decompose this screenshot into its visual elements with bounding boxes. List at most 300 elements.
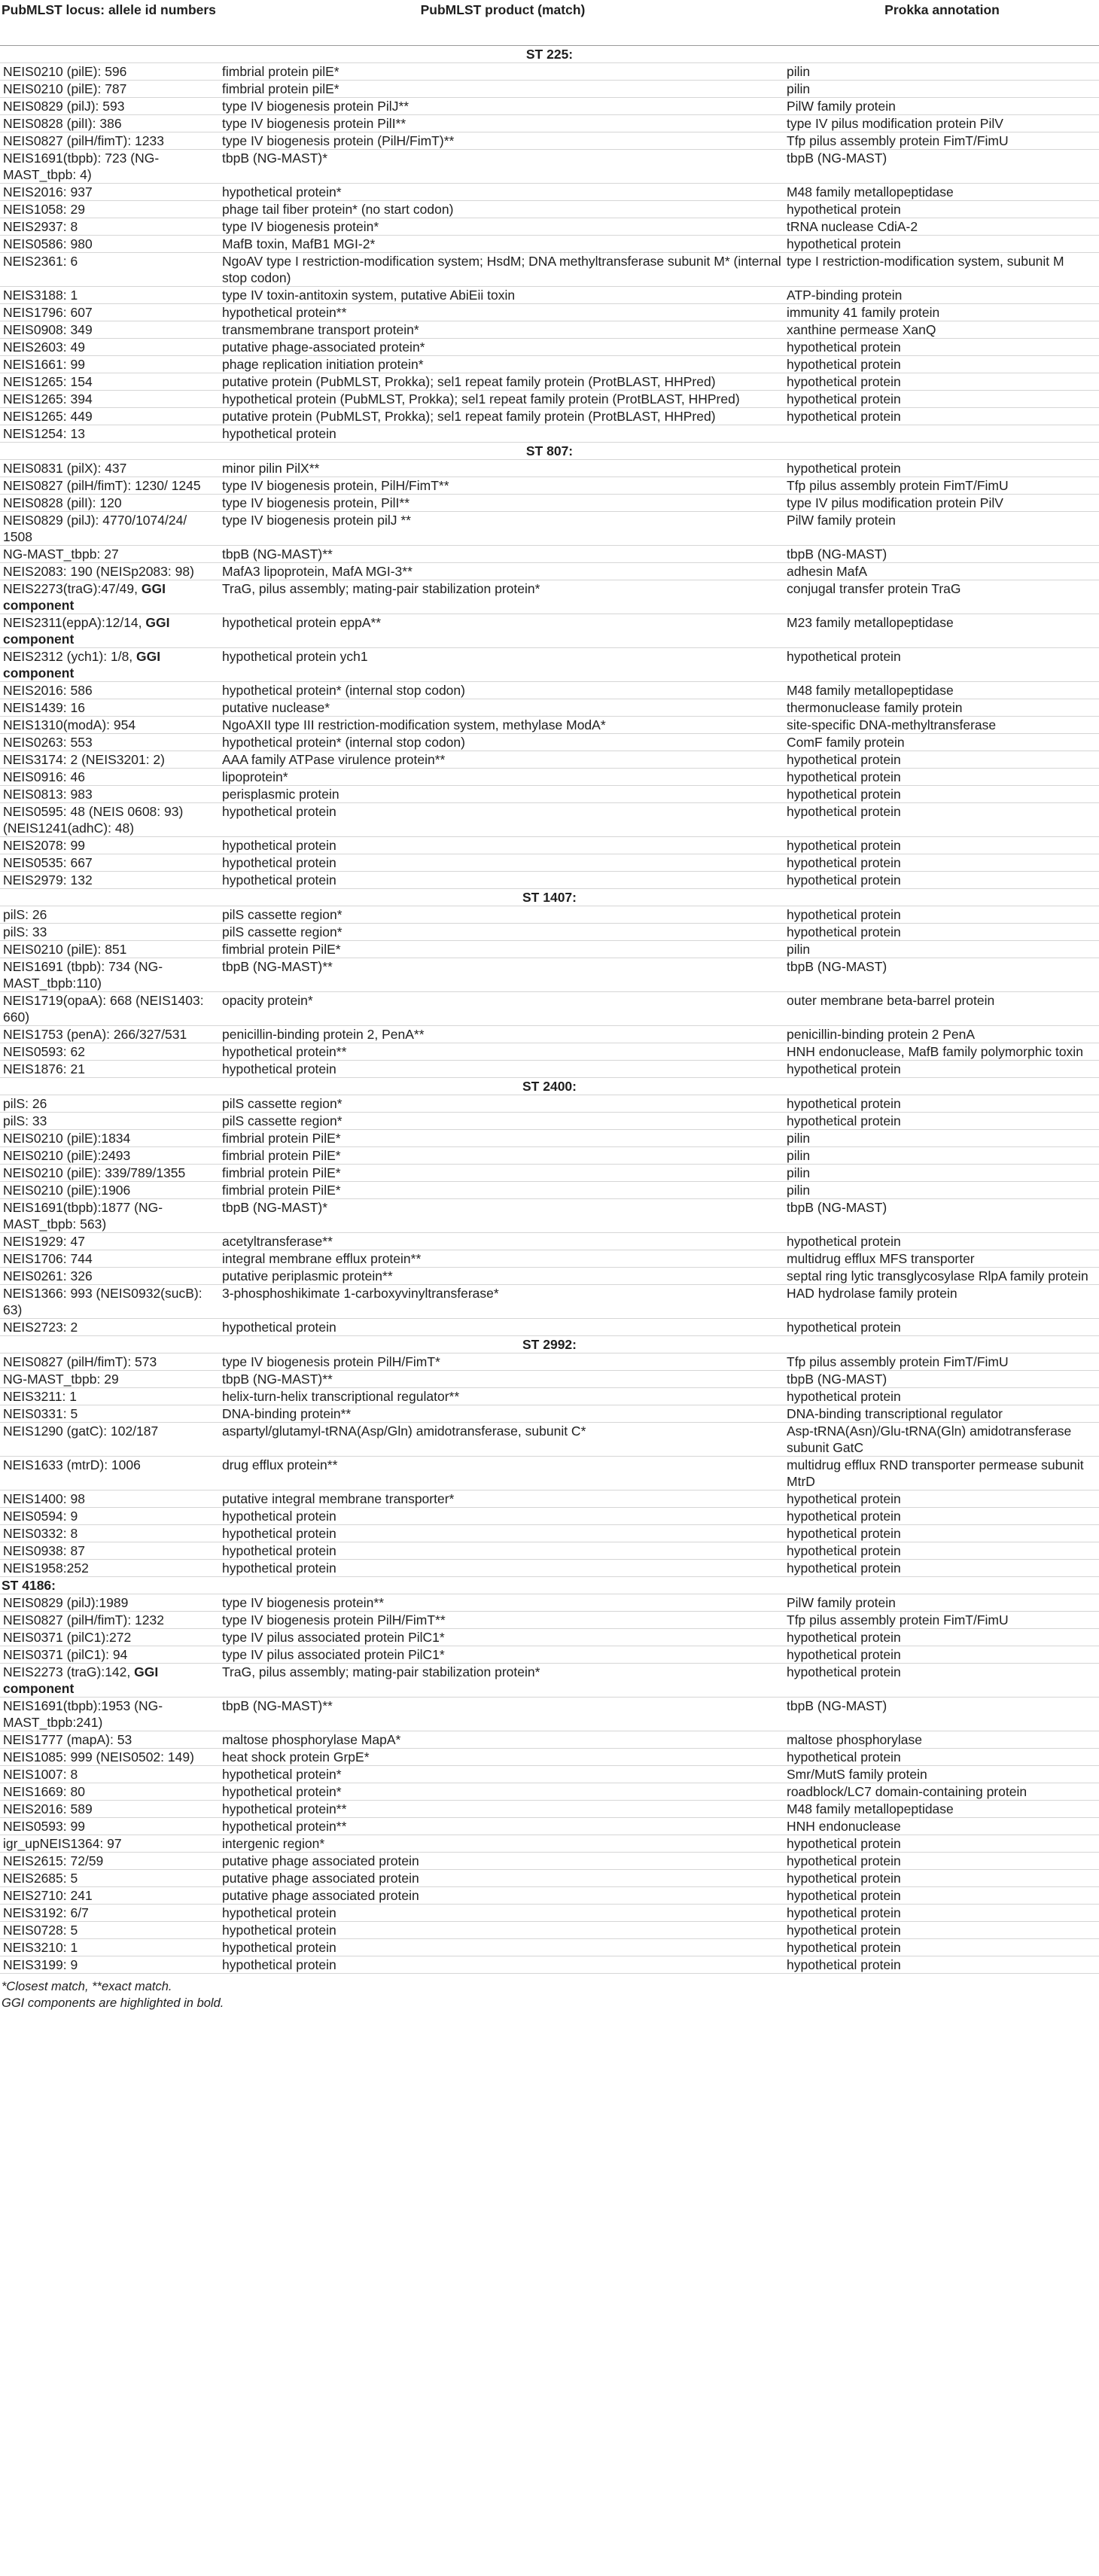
ggi-component-label: GGI component xyxy=(3,580,166,613)
group-title: ST 1407: xyxy=(0,888,1099,906)
table-row xyxy=(0,355,1099,373)
table-row xyxy=(0,1800,1099,1817)
locus-cell xyxy=(0,871,221,888)
table-row xyxy=(0,1869,1099,1886)
prokka-cell: Asp-tRNA(Asn)/Glu-tRNA(Gln) amidotransferase subunit GatC xyxy=(785,1422,1099,1456)
locus-cell xyxy=(0,1956,221,1973)
prokka-cell: tbpB (NG-MAST) xyxy=(785,1198,1099,1232)
product-cell: fimbrial protein PilE* xyxy=(221,1181,785,1198)
locus-cell xyxy=(0,1628,221,1646)
product-cell: 3-phosphoshikimate 1-carboxyvinyltransferase* xyxy=(221,1284,785,1318)
prokka-cell: hypothetical protein xyxy=(785,1318,1099,1335)
product-cell: hypothetical protein (PubMLST, Prokka); sel1 repeat family protein (ProtBLAST, HHPred) xyxy=(221,390,785,407)
prokka-cell: hypothetical protein xyxy=(785,871,1099,888)
locus-cell xyxy=(0,80,221,97)
locus-cell xyxy=(0,545,221,562)
product-cell: hypothetical protein xyxy=(221,1921,785,1938)
locus-cell xyxy=(0,303,221,321)
table-row xyxy=(0,854,1099,871)
product-cell: minor pilin PilX** xyxy=(221,459,785,477)
product-cell: pilS cassette region* xyxy=(221,923,785,940)
product-cell: hypothetical protein* (internal stop codon) xyxy=(221,681,785,699)
locus-text: NEIS2016: 589 xyxy=(3,1801,93,1816)
locus-cell xyxy=(0,425,221,442)
locus-text: NEIS1265: 449 xyxy=(3,408,93,424)
prokka-cell: maltose phosphorylase xyxy=(785,1731,1099,1748)
locus-text: NEIS1058: 29 xyxy=(3,201,85,217)
table-row xyxy=(0,1524,1099,1542)
locus-text: NEIS3174: 2 (NEIS3201: 2) xyxy=(3,751,165,767)
locus-text: NEIS0261: 326 xyxy=(3,1268,93,1283)
locus-text: NEIS0332: 8 xyxy=(3,1525,78,1541)
locus-cell xyxy=(0,991,221,1025)
product-cell: fimbrial protein pilE* xyxy=(221,80,785,97)
product-cell: hypothetical protein* (internal stop codon) xyxy=(221,733,785,751)
locus-cell xyxy=(0,1852,221,1869)
locus-text: NEIS2016: 937 xyxy=(3,184,93,199)
prokka-cell: hypothetical protein xyxy=(785,1542,1099,1559)
prokka-cell: outer membrane beta-barrel protein xyxy=(785,991,1099,1025)
product-cell: hypothetical protein** xyxy=(221,303,785,321)
table-row xyxy=(0,1181,1099,1198)
product-cell: hypothetical protein eppA** xyxy=(221,614,785,647)
locus-text: NEIS2273(traG):47/49, xyxy=(3,580,142,596)
locus-text: NEIS0210 (pilE): 596 xyxy=(3,63,127,79)
prokka-cell: hypothetical protein xyxy=(785,355,1099,373)
product-cell: type IV biogenesis protein** xyxy=(221,1594,785,1611)
prokka-cell: hypothetical protein xyxy=(785,923,1099,940)
locus-cell xyxy=(0,940,221,958)
prokka-cell: hypothetical protein xyxy=(785,390,1099,407)
prokka-cell: hypothetical protein xyxy=(785,1095,1099,1112)
table-row xyxy=(0,958,1099,991)
product-cell: hypothetical protein xyxy=(221,1559,785,1576)
locus-text: NEIS0916: 46 xyxy=(3,769,85,784)
locus-text: NEIS1691 (tbpb): 734 (NG-MAST_tbpb:110) xyxy=(3,958,163,991)
product-cell: hypothetical protein xyxy=(221,425,785,442)
locus-cell xyxy=(0,614,221,647)
locus-cell xyxy=(0,200,221,218)
prokka-cell: hypothetical protein xyxy=(785,1852,1099,1869)
product-cell: penicillin-binding protein 2, PenA** xyxy=(221,1025,785,1043)
locus-cell xyxy=(0,1869,221,1886)
locus-text: NEIS0827 (pilH/fimT): 1232 xyxy=(3,1612,164,1628)
locus-text: NEIS1929: 47 xyxy=(3,1233,85,1249)
locus-text: NEIS2685: 5 xyxy=(3,1870,78,1886)
table-row xyxy=(0,1043,1099,1060)
prokka-cell: hypothetical protein xyxy=(785,1112,1099,1129)
group-header-row xyxy=(0,888,1099,906)
locus-cell xyxy=(0,1405,221,1422)
locus-cell xyxy=(0,1524,221,1542)
product-cell: perisplasmic protein xyxy=(221,785,785,802)
prokka-cell: hypothetical protein xyxy=(785,1524,1099,1542)
locus-text: NEIS3211: 1 xyxy=(3,1388,77,1404)
table-row xyxy=(0,1663,1099,1697)
table-row xyxy=(0,183,1099,200)
locus-text: NEIS0210 (pilE): 851 xyxy=(3,941,127,957)
locus-text: NEIS1254: 13 xyxy=(3,425,85,441)
table-row xyxy=(0,1490,1099,1507)
table-row xyxy=(0,149,1099,183)
locus-cell xyxy=(0,321,221,338)
locus-text: NG-MAST_tbpb: 27 xyxy=(3,546,119,562)
product-cell: putative nuclease* xyxy=(221,699,785,716)
locus-text: NEIS0831 (pilX): 437 xyxy=(3,460,127,476)
product-cell: type IV toxin-antitoxin system, putative AbiEii toxin xyxy=(221,286,785,303)
prokka-cell: DNA-binding transcriptional regulator xyxy=(785,1405,1099,1422)
locus-text: NEIS0331: 5 xyxy=(3,1405,78,1421)
prokka-cell: ATP-binding protein xyxy=(785,286,1099,303)
prokka-cell: HNH endonuclease xyxy=(785,1817,1099,1835)
locus-cell xyxy=(0,407,221,425)
locus-cell xyxy=(0,1146,221,1164)
locus-text: NEIS1691(tbpb):1953 (NG-MAST_tbpb:241) xyxy=(3,1698,163,1730)
prokka-cell xyxy=(785,425,1099,442)
locus-cell xyxy=(0,716,221,733)
prokka-cell: tbpB (NG-MAST) xyxy=(785,1697,1099,1731)
product-cell: NgoAV type I restriction-modification system; HsdM; DNA methyltransferase subunit M* (internal stop codon) xyxy=(221,252,785,286)
product-cell: pilS cassette region* xyxy=(221,1112,785,1129)
table-row xyxy=(0,751,1099,768)
table-row xyxy=(0,1748,1099,1765)
prokka-cell: tbpB (NG-MAST) xyxy=(785,149,1099,183)
locus-cell xyxy=(0,1129,221,1146)
product-cell: hypothetical protein ych1 xyxy=(221,647,785,681)
product-cell: type IV biogenesis protein, PilI** xyxy=(221,494,785,511)
locus-text: NEIS0595: 48 (NEIS 0608: 93) (NEIS1241(adhC): 48) xyxy=(3,803,184,836)
locus-text: NEIS0210 (pilE):2493 xyxy=(3,1147,131,1163)
locus-text: NEIS1796: 607 xyxy=(3,304,93,320)
prokka-cell: hypothetical protein xyxy=(785,1904,1099,1921)
prokka-cell: hypothetical protein xyxy=(785,200,1099,218)
product-cell: type IV biogenesis protein PilJ** xyxy=(221,97,785,114)
prokka-cell: multidrug efflux RND transporter permease subunit MtrD xyxy=(785,1456,1099,1490)
prokka-cell: hypothetical protein xyxy=(785,338,1099,355)
table-row xyxy=(0,1835,1099,1852)
locus-cell xyxy=(0,373,221,390)
locus-text: NEIS1633 (mtrD): 1006 xyxy=(3,1457,141,1472)
prokka-cell: hypothetical protein xyxy=(785,1559,1099,1576)
locus-text: NEIS0938: 87 xyxy=(3,1542,85,1558)
table-header-row xyxy=(0,0,1099,45)
locus-cell xyxy=(0,1456,221,1490)
prokka-cell: pilin xyxy=(785,1129,1099,1146)
table-row xyxy=(0,97,1099,114)
product-cell: drug efflux protein** xyxy=(221,1456,785,1490)
product-cell: heat shock protein GrpE* xyxy=(221,1748,785,1765)
product-cell: tbpB (NG-MAST)* xyxy=(221,149,785,183)
locus-cell xyxy=(0,1886,221,1904)
group-header-row xyxy=(0,1077,1099,1095)
table-row xyxy=(0,1817,1099,1835)
locus-text: pilS: 33 xyxy=(3,924,47,939)
prokka-cell: hypothetical protein xyxy=(785,802,1099,836)
locus-text: NEIS1719(opaA): 668 (NEIS1403: 660) xyxy=(3,992,204,1025)
product-cell: hypothetical protein xyxy=(221,1956,785,1973)
prokka-cell: M48 family metallopeptidase xyxy=(785,1800,1099,1817)
locus-text: NEIS2710: 241 xyxy=(3,1887,93,1903)
table-row xyxy=(0,200,1099,218)
prokka-cell: tbpB (NG-MAST) xyxy=(785,545,1099,562)
prokka-cell: hypothetical protein xyxy=(785,373,1099,390)
product-cell: putative phage associated protein xyxy=(221,1869,785,1886)
locus-cell xyxy=(0,785,221,802)
locus-text: NEIS1290 (gatC): 102/187 xyxy=(3,1423,159,1439)
product-cell: type IV biogenesis protein, PilH/FimT** xyxy=(221,477,785,494)
locus-cell xyxy=(0,459,221,477)
prokka-cell: pilin xyxy=(785,80,1099,97)
table-row xyxy=(0,1886,1099,1904)
locus-text: NEIS0829 (pilJ): 4770/1074/24/ 1508 xyxy=(3,512,187,544)
table-row xyxy=(0,1731,1099,1748)
locus-text: NEIS2083: 190 (NEISp2083: 98) xyxy=(3,563,194,579)
table-row xyxy=(0,1146,1099,1164)
locus-cell xyxy=(0,1697,221,1731)
table-row xyxy=(0,1594,1099,1611)
locus-cell xyxy=(0,132,221,149)
locus-cell xyxy=(0,355,221,373)
locus-cell xyxy=(0,1318,221,1335)
prokka-cell: hypothetical protein xyxy=(785,1507,1099,1524)
locus-text: NEIS1366: 993 (NEIS0932(sucB): 63) xyxy=(3,1285,202,1317)
table-row xyxy=(0,390,1099,407)
prokka-cell: hypothetical protein xyxy=(785,785,1099,802)
locus-text: NEIS0828 (pilI): 120 xyxy=(3,495,122,510)
table-row xyxy=(0,802,1099,836)
locus-text: NEIS1439: 16 xyxy=(3,699,85,715)
table-row xyxy=(0,1422,1099,1456)
locus-cell xyxy=(0,1542,221,1559)
product-cell: hypothetical protein xyxy=(221,1060,785,1077)
table-row xyxy=(0,940,1099,958)
product-cell: aspartyl/glutamyl-tRNA(Asp/Gln) amidotransferase, subunit C* xyxy=(221,1422,785,1456)
locus-cell xyxy=(0,1646,221,1663)
locus-cell xyxy=(0,477,221,494)
table-row xyxy=(0,511,1099,545)
prokka-cell: M23 family metallopeptidase xyxy=(785,614,1099,647)
locus-text: NEIS1691(tbpb): 723 (NG-MAST_tbpb: 4) xyxy=(3,150,160,182)
prokka-cell: tbpB (NG-MAST) xyxy=(785,1370,1099,1387)
group-header-row xyxy=(0,442,1099,459)
table-row xyxy=(0,1353,1099,1370)
product-cell: hypothetical protein xyxy=(221,1938,785,1956)
locus-cell xyxy=(0,1370,221,1387)
locus-cell xyxy=(0,768,221,785)
product-cell: hypothetical protein xyxy=(221,871,785,888)
table-row xyxy=(0,1025,1099,1043)
locus-cell xyxy=(0,1938,221,1956)
product-cell: helix-turn-helix transcriptional regulator** xyxy=(221,1387,785,1405)
locus-cell xyxy=(0,1250,221,1267)
product-cell: pilS cassette region* xyxy=(221,906,785,923)
locus-cell xyxy=(0,751,221,768)
prokka-cell: type I restriction-modification system, subunit M xyxy=(785,252,1099,286)
prokka-cell: thermonuclease family protein xyxy=(785,699,1099,716)
locus-text: NEIS3188: 1 xyxy=(3,287,78,303)
locus-text: NEIS3199: 9 xyxy=(3,1956,78,1972)
group-title: ST 2992: xyxy=(0,1335,1099,1353)
locus-text: NEIS0594: 9 xyxy=(3,1508,78,1524)
prokka-cell: penicillin-binding protein 2 PenA xyxy=(785,1025,1099,1043)
group-title: ST 225: xyxy=(0,45,1099,62)
locus-cell xyxy=(0,1921,221,1938)
product-cell: intergenic region* xyxy=(221,1835,785,1852)
product-cell: type IV biogenesis protein (PilH/FimT)** xyxy=(221,132,785,149)
table-row xyxy=(0,1765,1099,1783)
table-row xyxy=(0,252,1099,286)
prokka-cell: hypothetical protein xyxy=(785,1490,1099,1507)
locus-text: NEIS3210: 1 xyxy=(3,1939,78,1955)
product-cell: putative protein (PubMLST, Prokka); sel1 repeat family protein (ProtBLAST, HHPred) xyxy=(221,373,785,390)
locus-cell xyxy=(0,1507,221,1524)
prokka-cell: hypothetical protein xyxy=(785,1232,1099,1250)
product-cell: hypothetical protein** xyxy=(221,1043,785,1060)
table-row xyxy=(0,785,1099,802)
locus-text: NEIS2615: 72/59 xyxy=(3,1853,104,1868)
product-cell: type IV biogenesis protein PilI** xyxy=(221,114,785,132)
locus-text: NEIS0728: 5 xyxy=(3,1922,78,1938)
product-cell: NgoAXII type III restriction-modification system, methylase ModA* xyxy=(221,716,785,733)
prokka-cell: Tfp pilus assembly protein FimT/FimU xyxy=(785,1353,1099,1370)
table-row xyxy=(0,681,1099,699)
product-cell: MafA3 lipoprotein, MafA MGI-3** xyxy=(221,562,785,580)
prokka-cell: hypothetical protein xyxy=(785,407,1099,425)
product-cell: hypothetical protein xyxy=(221,1904,785,1921)
locus-cell xyxy=(0,1765,221,1783)
table-row xyxy=(0,1284,1099,1318)
table-row xyxy=(0,1852,1099,1869)
locus-cell xyxy=(0,1198,221,1232)
table-row xyxy=(0,1542,1099,1559)
prokka-cell: hypothetical protein xyxy=(785,854,1099,871)
table-row xyxy=(0,836,1099,854)
locus-text: NEIS0828 (pilI): 386 xyxy=(3,115,122,131)
table-row xyxy=(0,218,1099,235)
locus-text: NEIS0829 (pilJ): 593 xyxy=(3,98,125,114)
prokka-cell: PilW family protein xyxy=(785,511,1099,545)
prokka-cell: hypothetical protein xyxy=(785,459,1099,477)
prokka-cell: hypothetical protein xyxy=(785,768,1099,785)
table-row xyxy=(0,1112,1099,1129)
table-row xyxy=(0,1783,1099,1800)
table-row xyxy=(0,62,1099,80)
table-row xyxy=(0,1370,1099,1387)
locus-text: NEIS1265: 394 xyxy=(3,391,93,406)
locus-cell xyxy=(0,1490,221,1507)
locus-text: NEIS0908: 349 xyxy=(3,321,93,337)
table-row xyxy=(0,716,1099,733)
product-cell: fimbrial protein pilE* xyxy=(221,62,785,80)
table-row xyxy=(0,1646,1099,1663)
product-cell: fimbrial protein PilE* xyxy=(221,1164,785,1181)
prokka-cell: type IV pilus modification protein PilV xyxy=(785,114,1099,132)
prokka-cell: tbpB (NG-MAST) xyxy=(785,958,1099,991)
product-cell: type IV biogenesis protein pilJ ** xyxy=(221,511,785,545)
locus-cell xyxy=(0,1284,221,1318)
locus-text: NEIS3192: 6/7 xyxy=(3,1905,89,1920)
locus-cell xyxy=(0,1800,221,1817)
prokka-cell: tRNA nuclease CdiA-2 xyxy=(785,218,1099,235)
table-row xyxy=(0,321,1099,338)
locus-text: NEIS1876: 21 xyxy=(3,1061,85,1076)
locus-cell xyxy=(0,97,221,114)
locus-text: NEIS1310(modA): 954 xyxy=(3,717,136,732)
locus-text: NEIS0827 (pilH/fimT): 573 xyxy=(3,1353,157,1369)
table-row xyxy=(0,699,1099,716)
product-cell: acetyltransferase** xyxy=(221,1232,785,1250)
product-cell: hypothetical protein xyxy=(221,802,785,836)
prokka-cell: multidrug efflux MFS transporter xyxy=(785,1250,1099,1267)
prokka-cell: hypothetical protein xyxy=(785,235,1099,252)
prokka-cell: M48 family metallopeptidase xyxy=(785,681,1099,699)
product-cell: hypothetical protein xyxy=(221,1318,785,1335)
table-row xyxy=(0,1129,1099,1146)
product-cell: DNA-binding protein** xyxy=(221,1405,785,1422)
prokka-cell: M48 family metallopeptidase xyxy=(785,183,1099,200)
prokka-cell: type IV pilus modification protein PilV xyxy=(785,494,1099,511)
product-cell: maltose phosphorylase MapA* xyxy=(221,1731,785,1748)
prokka-cell: PilW family protein xyxy=(785,97,1099,114)
product-cell: type IV pilus associated protein PilC1* xyxy=(221,1646,785,1663)
locus-text: NEIS1958:252 xyxy=(3,1560,89,1576)
locus-cell xyxy=(0,218,221,235)
locus-text: pilS: 33 xyxy=(3,1113,47,1128)
locus-text: NEIS2723: 2 xyxy=(3,1319,78,1335)
product-cell: type IV pilus associated protein PilC1* xyxy=(221,1628,785,1646)
locus-text: NEIS2603: 49 xyxy=(3,339,85,355)
table-row xyxy=(0,1956,1099,1973)
product-cell: hypothetical protein xyxy=(221,836,785,854)
locus-cell xyxy=(0,1783,221,1800)
locus-text: NEIS0371 (pilC1):272 xyxy=(3,1629,132,1645)
locus-text: NEIS1691(tbpb):1877 (NG-MAST_tbpb: 563) xyxy=(3,1199,163,1232)
locus-cell xyxy=(0,836,221,854)
locus-text: NEIS0593: 62 xyxy=(3,1043,85,1059)
product-cell: tbpB (NG-MAST)* xyxy=(221,1198,785,1232)
prokka-cell: pilin xyxy=(785,62,1099,80)
locus-text: NEIS0210 (pilE): 787 xyxy=(3,81,127,96)
group-header-row xyxy=(0,1335,1099,1353)
prokka-cell: hypothetical protein xyxy=(785,1628,1099,1646)
product-cell: fimbrial protein PilE* xyxy=(221,940,785,958)
prokka-cell: ComF family protein xyxy=(785,733,1099,751)
locus-cell xyxy=(0,1387,221,1405)
ggi-component-label: GGI component xyxy=(3,614,170,647)
locus-text: NEIS1265: 154 xyxy=(3,373,93,389)
locus-text: pilS: 26 xyxy=(3,1095,47,1111)
table-row xyxy=(0,1250,1099,1267)
table-row xyxy=(0,373,1099,390)
product-cell: putative phage associated protein xyxy=(221,1852,785,1869)
product-cell: hypothetical protein* xyxy=(221,1783,785,1800)
locus-text: NEIS0535: 667 xyxy=(3,854,93,870)
table-row xyxy=(0,1456,1099,1490)
prokka-cell: septal ring lytic transglycosylase RlpA family protein xyxy=(785,1267,1099,1284)
table-row xyxy=(0,1405,1099,1422)
table-row xyxy=(0,1060,1099,1077)
prokka-cell: Tfp pilus assembly protein FimT/FimU xyxy=(785,132,1099,149)
prokka-cell: Smr/MutS family protein xyxy=(785,1765,1099,1783)
table-row xyxy=(0,768,1099,785)
table-row xyxy=(0,303,1099,321)
locus-cell xyxy=(0,1611,221,1628)
locus-cell xyxy=(0,511,221,545)
table-row xyxy=(0,580,1099,614)
product-cell: AAA family ATPase virulence protein** xyxy=(221,751,785,768)
locus-cell xyxy=(0,802,221,836)
locus-cell xyxy=(0,286,221,303)
